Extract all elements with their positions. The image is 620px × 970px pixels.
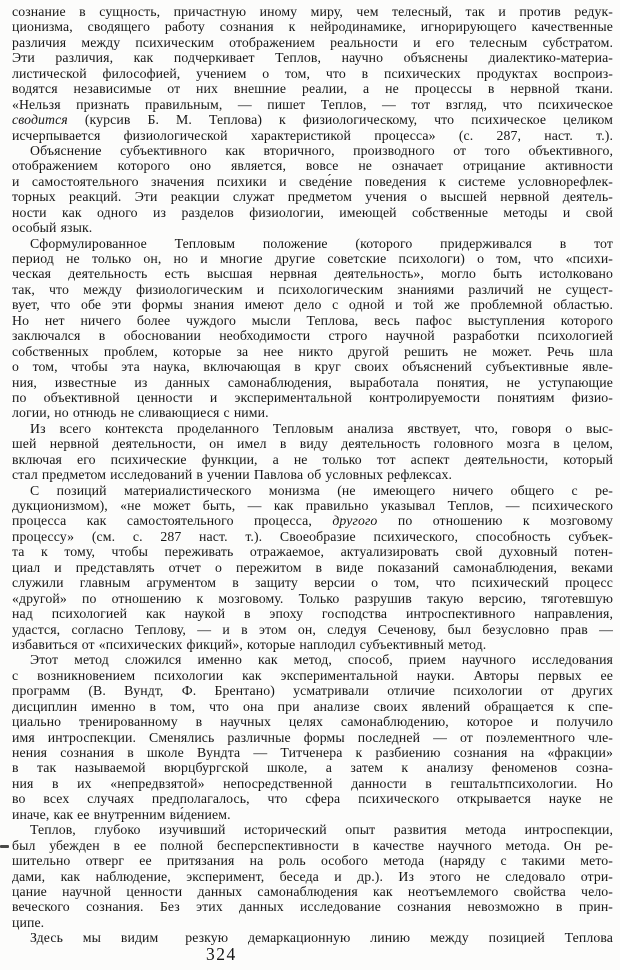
text-line: дисциплин именно в том, что она при анализе своих явлений обращается к спе- xyxy=(12,698,613,714)
text-line: над психологией как наукой в эпоху господства интроспективного направления, xyxy=(12,606,613,622)
page-number: 324 xyxy=(206,944,237,964)
text-line: Этот метод сложился именно как метод, способ, прием научного исследования xyxy=(30,652,613,668)
text-line: нения сознания в школе Вундта — Титченера к разбиению сознания на «фракции» xyxy=(12,745,613,760)
text-line: программ (В. Вундт, Ф. Брентано) усматривали отличие психологии от других xyxy=(12,683,613,699)
text-line: вует, что обе эти формы знания имеют дело с одной и той же проблемной областью. xyxy=(12,297,613,313)
text-line: С позиций материалистического монизма (не имеющего ничего общего с ре- xyxy=(30,482,613,498)
text-line: водятся независимые от них внешние реалии, а не процессы в нервной ткани. xyxy=(12,81,613,97)
text-line: шей нервной деятельности, он имел в виду деятельность головного мозга в целом, xyxy=(12,436,613,452)
text-line: «Нельзя признать правильным, — пишет Теплов, — тот взгляд, что психическое xyxy=(12,96,613,112)
text-line: Здесь мы видим резкую демаркационную линию между позицией Теплова xyxy=(30,930,613,946)
text-line xyxy=(12,513,613,528)
italic-text: другого xyxy=(332,513,378,529)
text-line: Эти различия, как подчеркивает Теплов, научно объяснены диалектико-материа- xyxy=(12,50,613,66)
text-line: циально тренированному в научных целях самонаблюдению, которое и получило xyxy=(12,714,613,730)
paragraph xyxy=(12,652,613,822)
text-line: листической философией, учением о том, что в психических продуктах воспроиз- xyxy=(12,65,613,81)
text-segment: процесса как самостоятельного процесса, xyxy=(12,513,333,529)
italic-text: сводится xyxy=(12,112,68,128)
text-line: в так называемой вюрцбургской школе, а затем к анализу феноменов созна- xyxy=(12,760,613,776)
text-line: стал предметом исследований в учении Павлова об условных рефлексах. xyxy=(12,467,453,483)
text-line: «другой» по отношению к мозговому. Только разрушив такую версию, тяготевшую xyxy=(12,590,613,606)
print-artifact-mark xyxy=(0,845,9,848)
text-line: по объективной ценности и экспериментальной контролируемости понятиям физио- xyxy=(12,389,613,405)
text-line: ния в их «непредвзятой» непосредственной данности в гештальтпсихологии. Но xyxy=(12,775,613,791)
text-line: включая его психические функции, а не только тот аспект деятельности, который xyxy=(12,451,613,467)
paragraph xyxy=(12,930,613,945)
paragraph xyxy=(12,236,613,421)
text-line: во всех случаях предполагалось, что сфера психического открывается науке не xyxy=(12,791,613,807)
text-line: Но нет ничего более чуждого мысли Теплова, весь пафос выступления которого xyxy=(12,312,613,328)
text-line: исчерпывается физиологической характеристикой процесса» (с. 287, наст. т.). xyxy=(12,127,613,143)
text-block xyxy=(12,4,613,946)
text-line: имя интроспекции. Сменялись различные формы последней — от поэлементного чле- xyxy=(12,729,613,745)
text-line: цание научной ценности данных самонаблюдения как неотъемлемого свойства чело- xyxy=(12,883,613,899)
text-line: Из всего контекста проделанного Тепловым анализа явствует, что, говоря о выс- xyxy=(30,420,613,436)
text-line: ческая деятельность есть высшая нервная деятельность», могло быть истолковано xyxy=(12,266,613,282)
text-line: та к тому, чтобы переживать отражаемое, актуализировать свой духовный потен- xyxy=(12,544,613,560)
text-line: о том, чтобы эта наука, включающая в круг своих объяснений субъективные явле- xyxy=(12,359,613,375)
text-line: процессу» (см. с. 287 наст. т.). Своеобразие психического, способность субъек- xyxy=(12,528,613,544)
text-line: иначе, как ее внутренним ви́дением. xyxy=(12,806,231,822)
paragraph xyxy=(12,143,613,236)
text-line xyxy=(12,112,613,127)
text-line: дукционизмом), «не может быть, — как правильно указывал Теплов, — психического xyxy=(12,498,613,513)
text-line: ципе. xyxy=(12,914,45,930)
text-segment: (курсив Б. М. Теплова) к физиологическому, что психическое целиком xyxy=(67,112,613,128)
text-line: ности как одного из разделов физиологии, имеющей собственные методы и свой xyxy=(12,204,613,220)
text-line: особый язык. xyxy=(12,220,93,236)
text-line: отображением которого оно является, вовсе не означает отрицание активности xyxy=(12,158,613,174)
text-line: и самостоятельного значения психики и сведе́ние поведения к системе условнорефлек- xyxy=(12,173,613,189)
text-line: дами, как наблюдение, эксперимент, беседа и др.). Из этого не следовало отри- xyxy=(12,868,613,884)
text-line: собственных проблем, которые за нее никто другой решить не может. Речь шла xyxy=(12,343,613,359)
text-line: был убежден в ее полной бесперспективности в качестве научного метода. Он ре- xyxy=(12,837,613,853)
text-segment: по отношению к мозговому xyxy=(377,513,613,529)
text-line: ния, известные из данных самонаблюдения, выработала понятия, не уступающие xyxy=(12,374,613,390)
text-line: период не только он, но и многие другие советские психологи) о том, что «психи- xyxy=(12,251,613,266)
text-line: Объяснение субъективного как вторичного, производного от того объективного, xyxy=(30,142,613,158)
text-line: служили главным агрументом в защиту версии о том, что психический процесс xyxy=(12,575,613,591)
text-line: с возникновением психологии как экспериментальной науки. Авторы первых ее xyxy=(12,667,613,683)
text-line: торных реакций. Эти реакции служат предметом учения о высшей нервной деятель- xyxy=(12,189,613,205)
paragraph xyxy=(12,483,613,653)
text-line: ционизма, сводящего работу сознания к нейродинамике, игнорирующего качественные xyxy=(12,19,613,35)
text-line: логии, но отнюдь не сливающиеся с ними. xyxy=(12,405,269,421)
text-line: заключался в обосновании необходимости строго научной разработки психологией xyxy=(12,328,613,344)
text-line: различия между психическим отображением реальности и его телесным субстратом. xyxy=(12,34,613,50)
text-line: шительно отверг ее притязания на роль особого метода (наряду с такими мето- xyxy=(12,853,613,869)
text-line: Теплов, глубоко изучивший исторический опыт развития метода интроспекции, xyxy=(30,822,613,838)
paragraph xyxy=(12,822,613,930)
text-line: циал и представлять отчет о пережитом в виде показаний самонаблюдения, веками xyxy=(12,559,613,575)
text-line: веческого сознания. Без этих данных исследование сознания невозможно в прин- xyxy=(12,899,613,915)
text-line: Сформулированное Тепловым положение (которого придерживался в тот xyxy=(30,235,613,251)
paragraph xyxy=(12,4,613,143)
text-line: избавиться от «психических фикций», которые наплодил субъективный метод. xyxy=(12,636,487,652)
text-line: удастся, согласно Теплову, — и в этом он, следуя Сеченову, был безусловно прав — xyxy=(12,621,613,637)
text-line: так, что между физиологическим и психологическим знаниями различий не сущест- xyxy=(12,281,613,297)
text-line: сознание в сущность, причастную иному миру, чем телесный, так и против редук- xyxy=(12,4,613,19)
paragraph xyxy=(12,421,613,483)
